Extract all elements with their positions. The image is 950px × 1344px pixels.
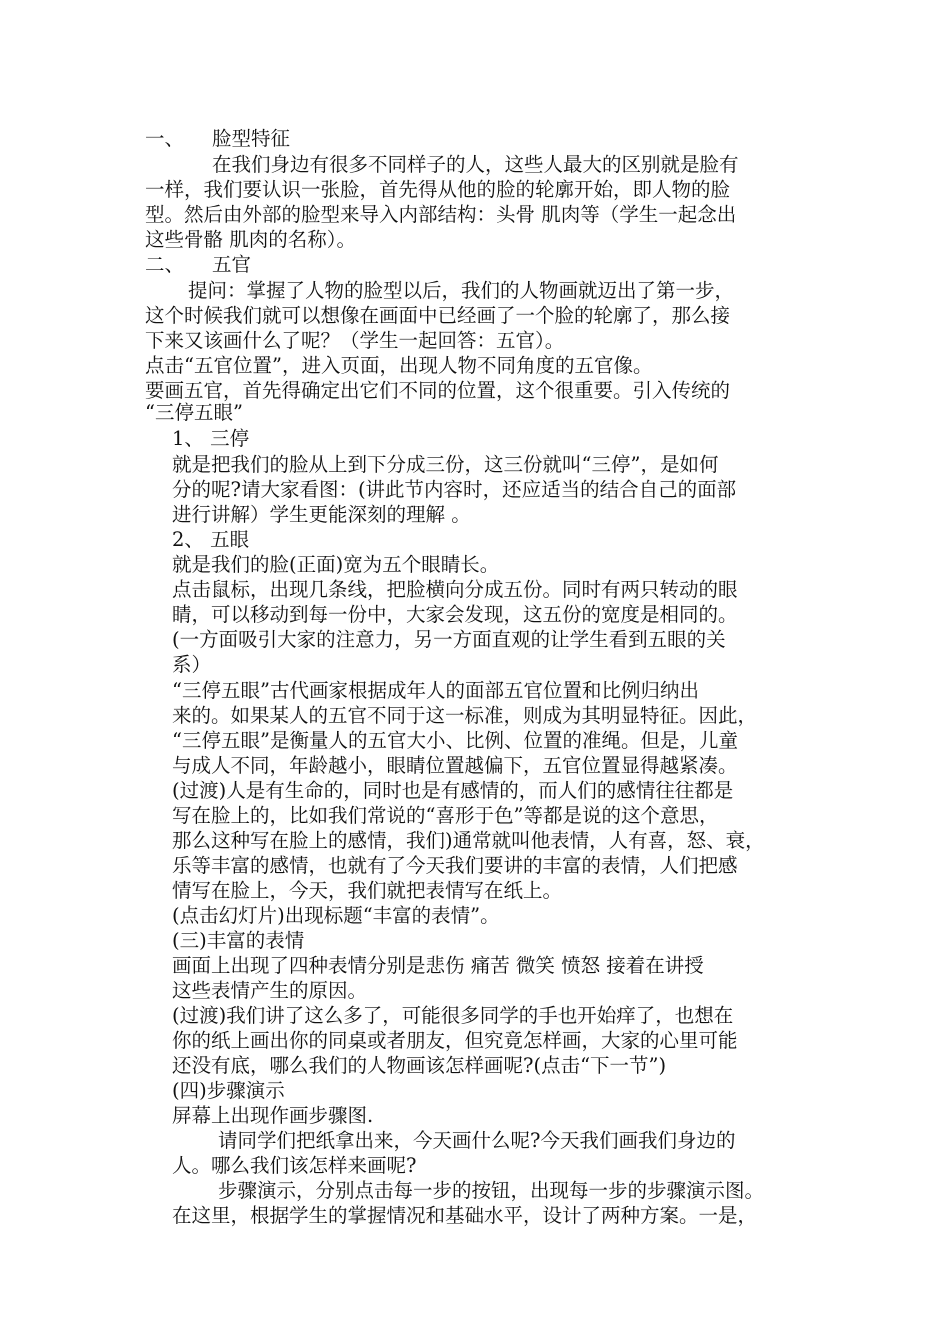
paragraph-line: 步骤演示，分别点击每一步的按钮，出现每一步的步骤演示图。 <box>218 1179 765 1202</box>
paragraph-line: 画面上出现了四种表情分别是悲伤 痛苦 微笑 愤怒 接着在讲授 <box>172 954 704 977</box>
subsection-4-title: (四)步骤演示 <box>172 1079 285 1102</box>
paragraph-line: 还没有底，哪么我们的人物画该怎样画呢?(点击“下一节”) <box>172 1054 667 1077</box>
paragraph-line: 请同学们把纸拿出来，今天画什么呢?今天我们画我们身边的 <box>218 1129 736 1152</box>
paragraph-line: 就是把我们的脸从上到下分成三份，这三份就叫“三停”，是如何 <box>172 453 719 476</box>
paragraph-line: 睛，可以移动到每一份中，大家会发现，这五份的宽度是相同的。 <box>172 603 738 626</box>
subsection-2-title: 2、 五眼 <box>172 528 250 551</box>
paragraph-line: 人。哪么我们该怎样来画呢? <box>172 1154 417 1177</box>
paragraph-line: 一样，我们要认识一张脸，首先得从他的脸的轮廓开始，即人物的脸 <box>145 178 731 201</box>
paragraph-line: 这些表情产生的原因。 <box>172 979 368 1002</box>
paragraph-line: 在这里，根据学生的掌握情况和基础水平，设计了两种方案。一是， <box>172 1204 758 1227</box>
paragraph-line: 点击“五官位置”，进入页面，出现人物不同角度的五官像。 <box>145 354 653 377</box>
paragraph-line: 与成人不同，年龄越小，眼睛位置越偏下，五官位置显得越紧凑。 <box>172 754 738 777</box>
paragraph-line: 点击鼠标，出现几条线，把脸横向分成五份。同时有两只转动的眼 <box>172 578 738 601</box>
section-2-number: 二、 <box>145 253 185 276</box>
paragraph-line: (过渡)人是有生命的，同时也是有感情的，而人们的感情往往都是 <box>172 779 734 802</box>
paragraph-line: 就是我们的脸(正面)宽为五个眼睛长。 <box>172 553 500 576</box>
paragraph-line: (一方面吸引大家的注意力，另一方面直观的让学生看到五眼的关 <box>172 628 726 651</box>
paragraph-line: 这些骨骼 肌肉的名称）。 <box>145 228 356 251</box>
paragraph-line: 进行讲解）学生更能深刻的理解 。 <box>172 503 471 526</box>
paragraph-line: 在我们身边有很多不同样子的人，这些人最大的区别就是脸有 <box>212 153 739 176</box>
paragraph-line: 型。然后由外部的脸型来导入内部结构：头骨 肌肉等（学生一起念出 <box>145 203 737 226</box>
paragraph-line: “三停五眼”古代画家根据成年人的面部五官位置和比例归纳出 <box>172 679 699 702</box>
paragraph-line: 那么这种写在脸上的感情，我们)通常就叫他表情，人有喜，怒、衰， <box>172 829 765 852</box>
paragraph-line: 分的呢?请大家看图：(讲此节内容时，还应适当的结合自己的面部 <box>172 478 737 501</box>
paragraph-line: (过渡)我们讲了这么多了，可能很多同学的手也开始痒了，也想在 <box>172 1004 734 1027</box>
paragraph-line: 写在脸上的，比如我们常说的“喜形于色”等都是说的这个意思， <box>172 804 719 827</box>
paragraph-line: 下来又该画什么了呢？（学生一起回答：五官）。 <box>145 329 565 352</box>
section-2-heading: 五官 <box>212 253 252 276</box>
paragraph-line: 系） <box>172 653 212 676</box>
paragraph-line: 你的纸上画出你的同桌或者朋友，但究竟怎样画，大家的心里可能 <box>172 1029 738 1052</box>
paragraph-line: 这个时候我们就可以想像在画面中已经画了一个脸的轮廓了，那么接 <box>145 304 731 327</box>
paragraph-line: 要画五官，首先得确定出它们不同的位置，这个很重要。引入传统的 <box>145 379 731 402</box>
paragraph-line: 提问：掌握了人物的脸型以后，我们的人物画就迈出了第一步， <box>188 279 735 302</box>
paragraph-line: “三停五眼”是衡量人的五官大小、比例、位置的准绳。但是，儿童 <box>172 729 738 752</box>
paragraph-line: “三停五眼” <box>145 401 243 424</box>
paragraph-line: 屏幕上出现作画步骤图. <box>172 1104 374 1127</box>
section-1-heading: 脸型特征 <box>212 127 291 150</box>
subsection-1-title: 1、 三停 <box>172 427 250 450</box>
subsection-3-title: (三)丰富的表情 <box>172 929 305 952</box>
paragraph-line: (点击幻灯片)出现标题“丰富的表情”。 <box>172 904 500 927</box>
paragraph-line: 来的。如果某人的五官不同于这一标准，则成为其明显特征。因此， <box>172 704 758 727</box>
paragraph-line: 情写在脸上，今天，我们就把表情写在纸上。 <box>172 879 563 902</box>
paragraph-line: 乐等丰富的感情，也就有了今天我们要讲的丰富的表情，人们把感 <box>172 854 738 877</box>
section-1-number: 一、 <box>145 127 185 150</box>
